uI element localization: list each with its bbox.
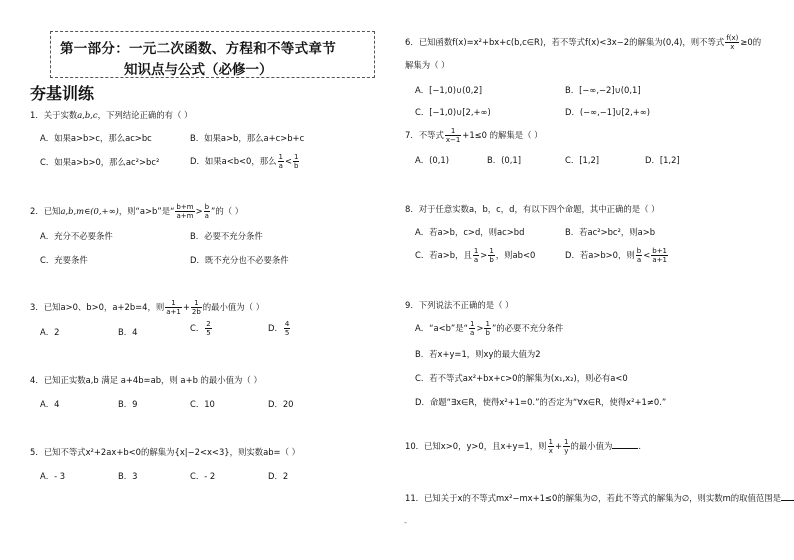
question-6-option-a: A．[−1,0)∪(0,2] bbox=[415, 85, 482, 95]
question-6-option-d: D．(−∞,−1]∪[2,+∞) bbox=[565, 107, 651, 117]
question-1-option-b: B．如果a>b，那么a+c>b+c bbox=[190, 133, 305, 143]
question-7-option-b: B．(0,1] bbox=[487, 155, 521, 165]
question-5-option-d: D．2 bbox=[268, 471, 289, 481]
question-5-option-a: A．- 3 bbox=[40, 471, 66, 481]
question-2-option-a: A．充分不必要条件 bbox=[40, 231, 113, 241]
question-1-option-c: C．如果a>b>0，那么ac²>bc² bbox=[40, 157, 160, 167]
question-3-option-a: A．2 bbox=[40, 327, 60, 337]
question-8-option-a: A．若a>b，c>d，则ac>bd bbox=[415, 227, 525, 237]
question-5-stem: 5．已知不等式x²+2ax+b<0的解集为{x|−2<x<3}，则实数ab=（ ） bbox=[30, 447, 300, 457]
question-1-option-d: D．如果a<b<0，那么 $\frac{1}{a}$ < $\frac{1}{b}$ bbox=[190, 153, 299, 170]
question-4-option-b: B．9 bbox=[118, 399, 138, 409]
question-7-stem: 7．不等式 $\frac{1}{x-1}$ +1≤0 的解集是（ ） bbox=[405, 127, 543, 144]
page-subtitle: 知识点与公式（必修一） bbox=[124, 62, 273, 78]
question-4-option-a: A．4 bbox=[40, 399, 60, 409]
question-1-stem: 1．关于实数a,b,c，下列结论正确的有（ ） bbox=[30, 110, 193, 120]
question-2-option-d: D．既不充分也不必要条件 bbox=[190, 255, 289, 265]
question-3-stem: 3．已知a>0、b>0，a+2b=4，则 $\frac{1}{a+1}$ + $\frac{1}{2b}$ 的最小值为（ ） bbox=[30, 299, 265, 316]
question-6-stem-line2: 解集为（ ） bbox=[405, 60, 450, 70]
question-8-option-b: B．若ac²>bc²，则a>b bbox=[565, 227, 656, 237]
question-7-option-a: A．(0,1) bbox=[415, 155, 449, 165]
section-title: 夯基训练 bbox=[30, 84, 95, 103]
page-title: 第一部分：一元二次函数、方程和不等式章节 bbox=[60, 41, 336, 57]
question-6-option-c: C．[−1,0)∪[2,+∞) bbox=[415, 107, 491, 117]
question-2-option-c: C．充要条件 bbox=[40, 255, 88, 265]
question-3-option-c: C． $\frac{2}{5}$ bbox=[190, 320, 211, 337]
question-4-option-c: C．10 bbox=[190, 399, 215, 409]
question-2-stem: 2．已知a,b,m∈(0,+∞)，则“a>b”是“ $\frac{b+m}{a+m}$ > $\frac{b}{a}$ ”的（ ） bbox=[30, 203, 244, 220]
question-3-option-b: B．4 bbox=[118, 327, 138, 337]
question-9-option-a: A．“a<b”是“ $\frac{1}{a}$ > $\frac{1}{b}$ ”的必要不充分条件 bbox=[415, 320, 564, 337]
question-10-stem: 10．已知x>0，y>0，且x+y=1，则 $\frac{1}{x}$ + $\frac{1}{y}$ 的最小值为 . bbox=[405, 438, 642, 455]
question-6-stem: 6．已知函数f(x)=x²+bx+c(b,c∈R)，若不等式f(x)<3x−2的解集为(0,4)，则不等式 $\frac{f(x)}{x}$ ≥0的 bbox=[405, 34, 762, 51]
question-7-option-c: C．[1,2] bbox=[565, 155, 600, 165]
question-9-option-b: B．若x+y=1，则xy的最大值为2 bbox=[415, 349, 541, 359]
question-4-option-d: D．20 bbox=[268, 399, 294, 409]
footer-mark: - bbox=[404, 518, 407, 527]
question-9-option-d: D．命题“∃x∈R，使得x²+1=0.”的否定为“∀x∈R，使得x²+1≠0.” bbox=[415, 397, 667, 407]
question-8-option-d: D．若a>b>0，则 $\frac{b}{a}$ < $\frac{b+1}{a+1}$ bbox=[565, 247, 668, 264]
question-5-option-c: C．- 2 bbox=[190, 471, 216, 481]
question-8-stem: 8．对于任意实数a，b，c，d，有以下四个命题，其中正确的是（ ） bbox=[405, 204, 660, 214]
question-5-option-b: B．3 bbox=[118, 471, 138, 481]
question-9-option-c: C．若不等式ax²+bx+c>0的解集为(x₁,x₂)，则必有a<0 bbox=[415, 373, 628, 383]
question-1-option-a: A．如果a>b>c，那么ac>bc bbox=[40, 133, 152, 143]
question-4-stem: 4．已知正实数a,b 满足 a+4b=ab，则 a+b 的最小值为（ ） bbox=[30, 375, 262, 385]
question-8-option-c: C．若a>b，且 $\frac{1}{a}$ > $\frac{1}{b}$ ，则ab<0 bbox=[415, 247, 536, 264]
question-11-answer-blank[interactable] bbox=[781, 500, 794, 501]
question-3-option-d: D． $\frac{4}{5}$ bbox=[268, 320, 290, 337]
question-10-answer-blank[interactable] bbox=[612, 448, 638, 449]
question-6-option-b: B．[−∞,−2]∪(0,1] bbox=[565, 85, 641, 95]
question-7-option-d: D．[1,2] bbox=[645, 155, 680, 165]
question-11-stem: 11．已知关于x的不等式mx²−mx+1≤0的解集为∅，若此不等式的解集为∅，则实数m的取值范围是 bbox=[405, 492, 794, 504]
question-9-stem: 9．下列说法不正确的是（ ） bbox=[405, 300, 514, 310]
question-2-option-b: B．必要不充分条件 bbox=[190, 231, 263, 241]
